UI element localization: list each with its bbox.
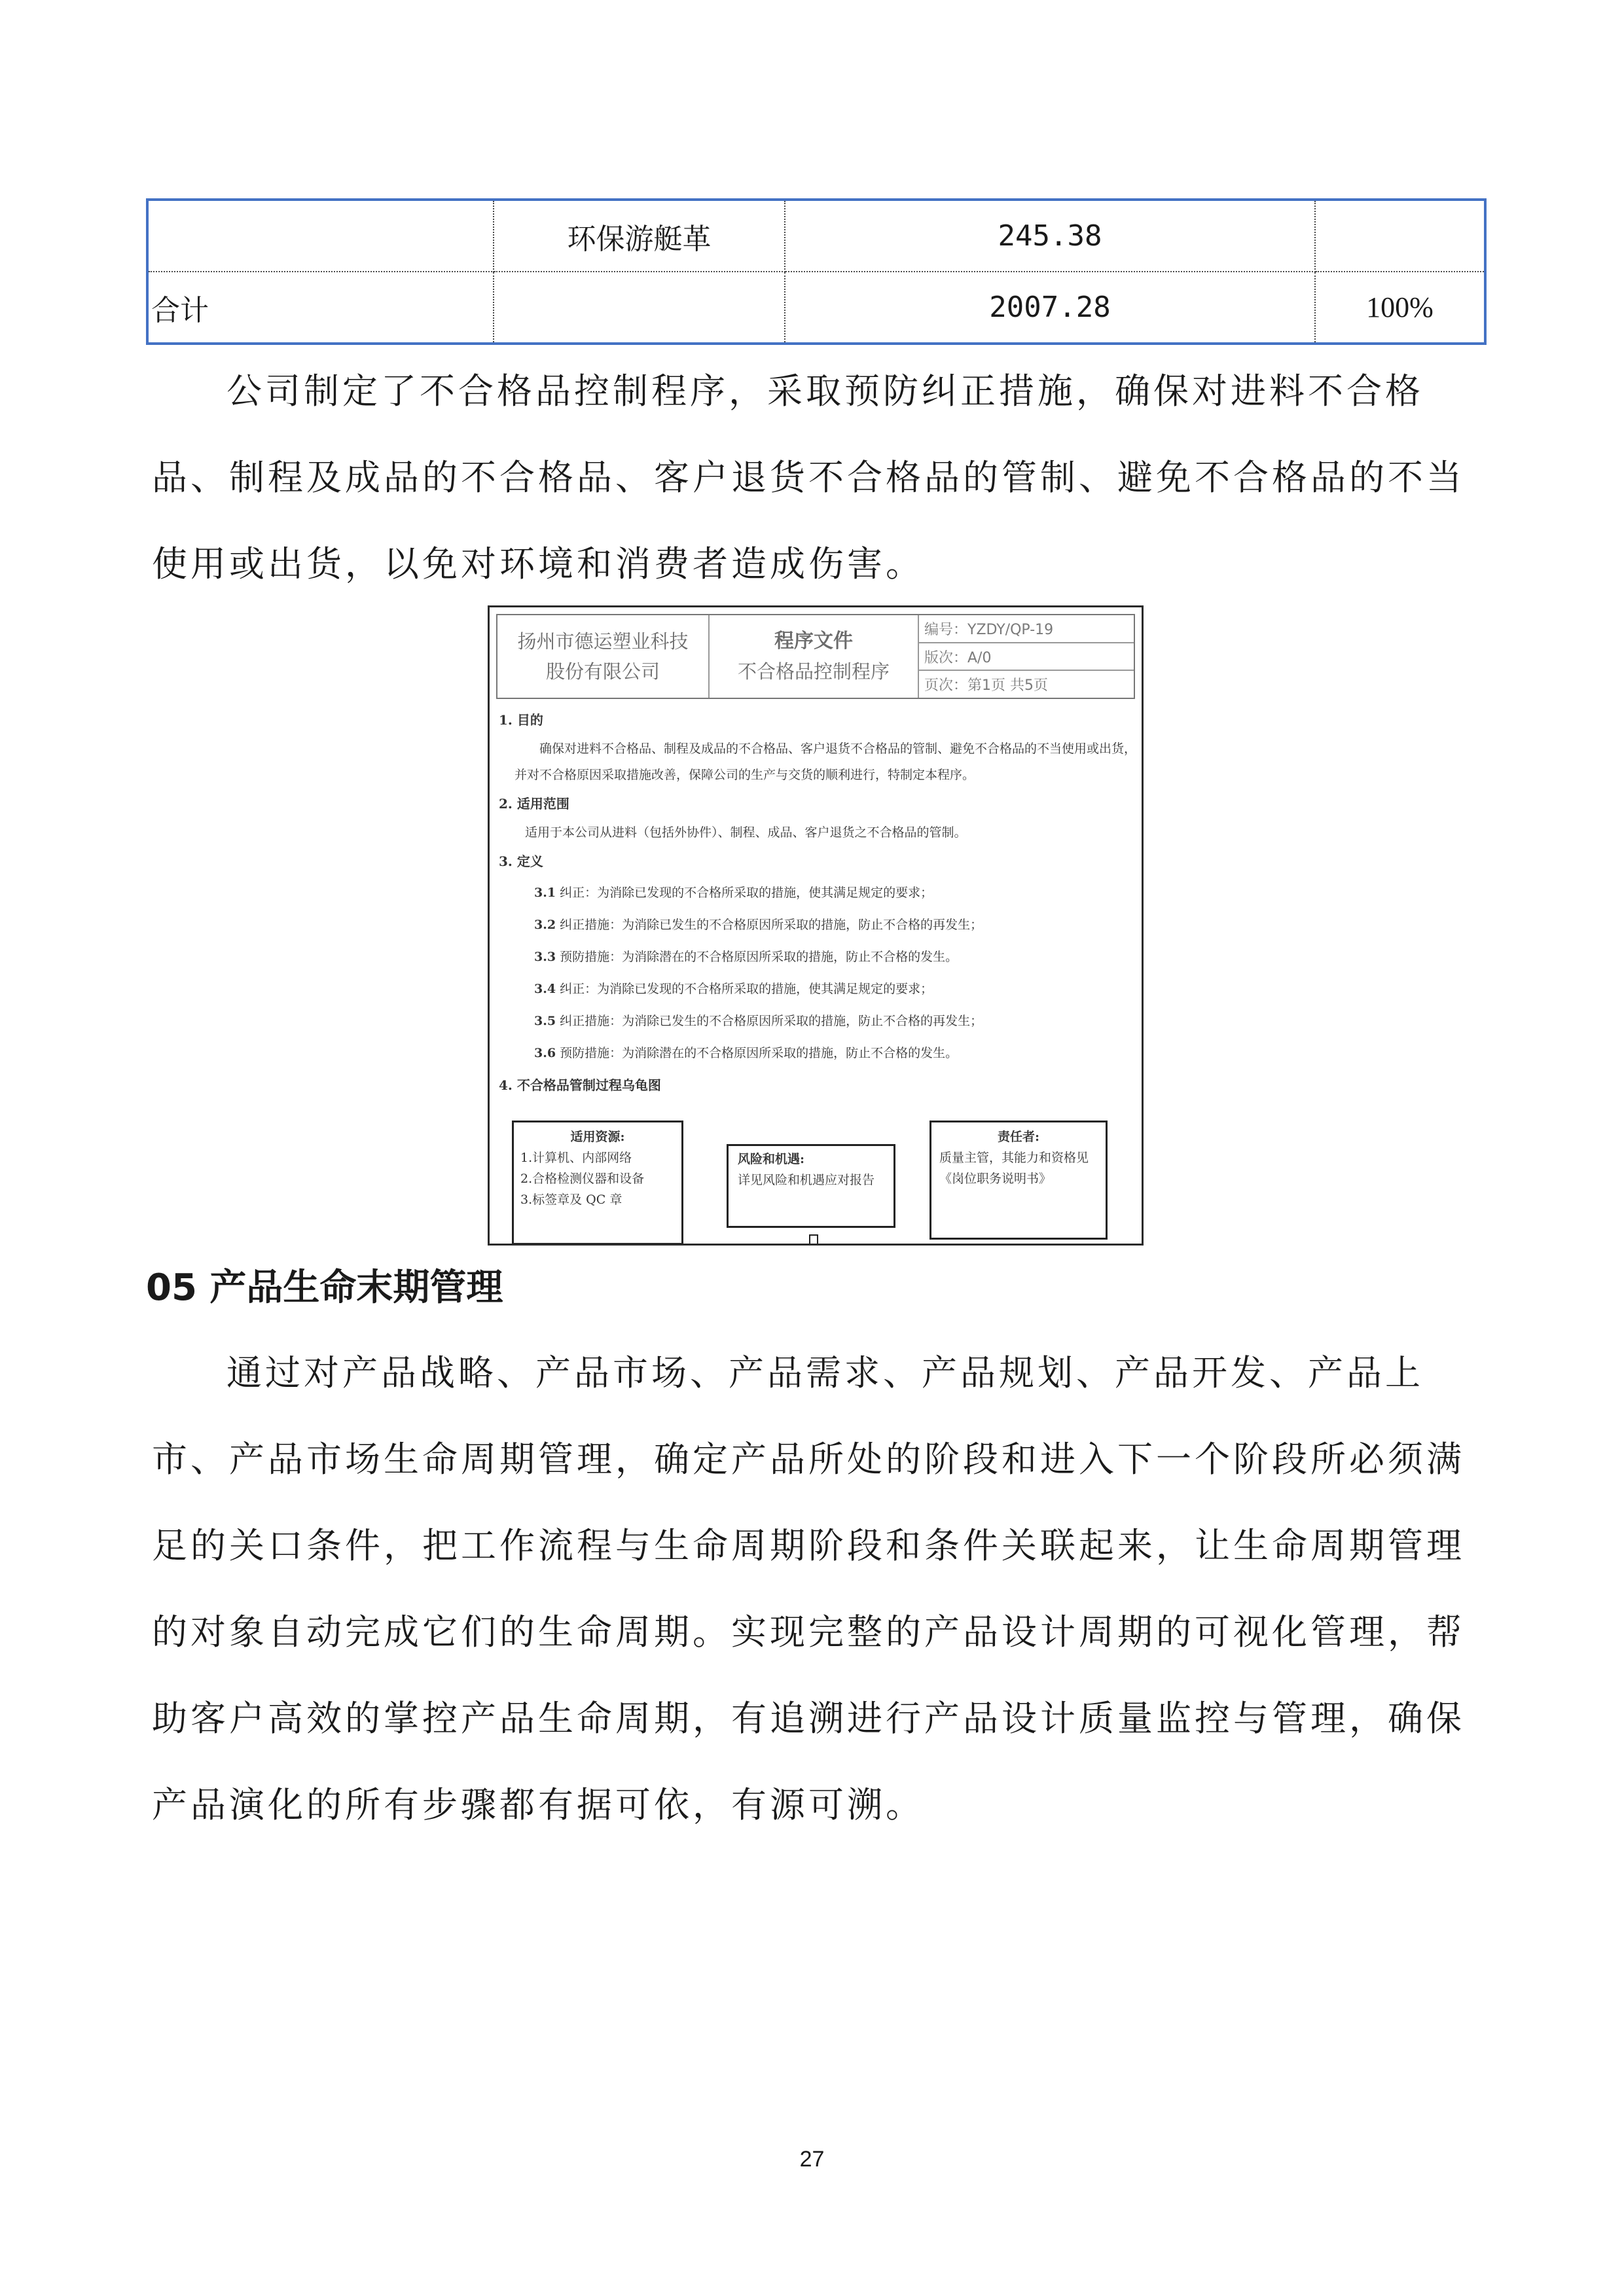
definition-number: 3.3 bbox=[534, 950, 556, 964]
table-cell: 100% bbox=[1315, 272, 1485, 344]
definition-text: 纠正：为消除已发现的不合格所采取的措施，使其满足规定的要求； bbox=[560, 886, 933, 900]
document-code: 编号：YZDY/QP-19 bbox=[919, 615, 1134, 643]
document-type: 程序文件 bbox=[774, 630, 853, 653]
procedure-document-figure bbox=[488, 605, 1144, 1246]
definition-text: 预防措施：为消除潜在的不合格原因所采取的措施，防止不合格的发生。 bbox=[560, 950, 958, 964]
section-text: 确保对进料不合格品、制程及成品的不合格品、客户退货不合格品的管制、避免不合格品的不当使用或出货，并对不合格原因采取措施改善，保障公司的生产与交货的顺利进行，特制定本程序。 bbox=[514, 742, 1137, 782]
box-title: 适用资源: bbox=[570, 1130, 625, 1144]
document-header bbox=[496, 614, 1135, 699]
company-name bbox=[497, 615, 710, 698]
table-cell: 合计 bbox=[147, 272, 494, 344]
table-row bbox=[147, 200, 1485, 272]
table-cell bbox=[147, 200, 494, 272]
definition-item bbox=[499, 1037, 1136, 1069]
box-text: 质量主管，其能力和资格见《岗位职务说明书》 bbox=[939, 1151, 1089, 1186]
resource-item: 2.合格检测仪器和设备 bbox=[520, 1172, 645, 1186]
section-heading: 1. 目的 bbox=[499, 712, 543, 728]
table-row bbox=[147, 272, 1485, 344]
resource-item: 3.标签章及 QC 章 bbox=[520, 1193, 623, 1207]
definition-item bbox=[499, 1005, 1136, 1037]
section-heading: 2. 适用范围 bbox=[499, 796, 569, 812]
document-meta bbox=[919, 615, 1134, 698]
definition-item bbox=[499, 941, 1136, 973]
flow-connector bbox=[809, 1234, 818, 1245]
company-name-line: 扬州市德运塑业科技 bbox=[517, 630, 689, 653]
body-paragraph: 公司制定了不合格品控制程序，采取预防纠正措施，确保对进料不合格品、制程及成品的不合格品、客户退货不合格品的管制、避免不合格品的不当使用或出货，以免对环境和消费者造成伤害。 bbox=[152, 370, 1465, 584]
risk-box bbox=[727, 1144, 895, 1228]
document-name: 不合格品控制程序 bbox=[737, 660, 890, 683]
table-cell: 245.38 bbox=[785, 200, 1315, 272]
document-version: 版次：A/0 bbox=[919, 643, 1134, 672]
table-cell: 环保游艇革 bbox=[494, 200, 785, 272]
resources-box bbox=[512, 1121, 683, 1245]
document-body bbox=[499, 704, 1136, 1101]
table-cell: 2007.28 bbox=[785, 272, 1315, 344]
box-title: 责任者: bbox=[997, 1130, 1039, 1144]
box-title: 风险和机遇: bbox=[738, 1152, 805, 1166]
definition-number: 3.6 bbox=[534, 1046, 556, 1060]
definition-item bbox=[499, 973, 1136, 1005]
box-text: 详见风险和机遇应对报告 bbox=[738, 1173, 875, 1187]
page-number: 27 bbox=[799, 2147, 825, 2172]
section-title: 05 产品生命末期管理 bbox=[146, 1266, 503, 1309]
definition-item bbox=[499, 909, 1136, 941]
definition-text: 预防措施：为消除潜在的不合格原因所采取的措施，防止不合格的发生。 bbox=[560, 1046, 958, 1060]
resource-item: 1.计算机、内部网络 bbox=[520, 1151, 632, 1165]
definition-number: 3.1 bbox=[534, 886, 556, 900]
definition-number: 3.2 bbox=[534, 918, 556, 932]
definition-item bbox=[499, 877, 1136, 909]
owner-box bbox=[929, 1121, 1108, 1240]
table-cell bbox=[1315, 200, 1485, 272]
document-pages: 页次：第1页 共5页 bbox=[924, 677, 1048, 694]
definition-number: 3.4 bbox=[534, 982, 556, 996]
definition-text: 纠正措施：为消除已发生的不合格原因所采取的措施，防止不合格的再发生； bbox=[560, 1014, 983, 1028]
document-title bbox=[710, 615, 919, 698]
table-cell bbox=[494, 272, 785, 344]
definition-number: 3.5 bbox=[534, 1014, 556, 1028]
body-paragraph: 通过对产品战略、产品市场、产品需求、产品规划、产品开发、产品上市、产品市场生命周期管理，确定产品所处的阶段和进入下一个阶段所必须满足的关口条件，把工作流程与生命周期阶段和条件关联起来，让生命周期管理的对象自动完成它们的生命周期。实现完整的产品设计周期的可视化管理，帮助客户高效的掌控产品生命周期，有追溯进行产品设计质量监控与管理，确保产品演化的所有步骤都有据可依，有源可溯。 bbox=[152, 1352, 1465, 1825]
section-text: 适用于本公司从进料（包括外协件）、制程、成品、客户退货之不合格品的管制。 bbox=[525, 825, 967, 840]
section-heading: 4. 不合格品管制过程乌龟图 bbox=[499, 1077, 661, 1093]
company-name-line: 股份有限公司 bbox=[545, 660, 660, 683]
definition-text: 纠正：为消除已发现的不合格所采取的措施，使其满足规定的要求； bbox=[560, 982, 933, 996]
section-heading: 3. 定义 bbox=[499, 853, 543, 869]
summary-table bbox=[146, 198, 1487, 345]
definition-text: 纠正措施：为消除已发生的不合格原因所采取的措施，防止不合格的再发生； bbox=[560, 918, 983, 932]
